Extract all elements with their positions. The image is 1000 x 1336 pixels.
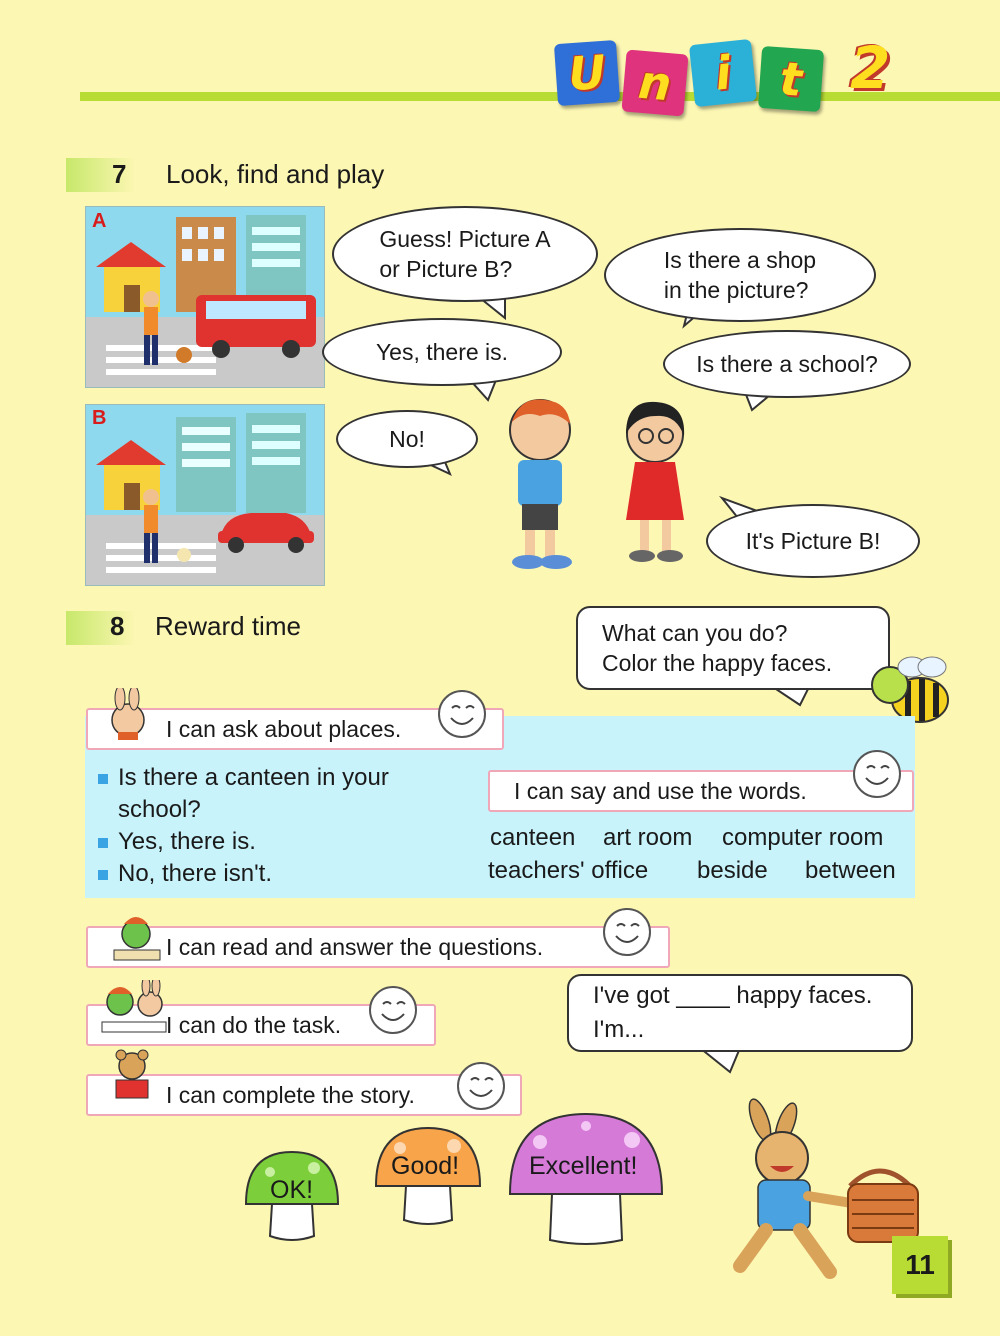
unit-letter-u: U [554,40,620,106]
got-faces-text: I've got ____ happy faces. I'm... [593,982,873,1043]
mushroom-good-label: Good! [391,1152,460,1180]
bullet-canteen-question: Is there a canteen in your school? [118,764,389,823]
no-bubble [336,410,478,468]
yes-bubble-text: Yes, there is. [375,339,509,365]
mushroom-excellent-label: Excellent! [529,1152,638,1180]
bear-reading-icon [108,1048,158,1102]
picture-a-label: A [92,210,107,232]
word-canteen: canteen [490,824,576,851]
picture-b-bubble-text: It's Picture B! [745,528,881,554]
reward-read-answer [86,926,670,968]
school-bubble [663,330,911,398]
shop-bubble [604,228,876,322]
section8-number: 8 [110,611,125,641]
word-teachers-office: teachers' office [488,857,649,884]
word-computer-room: computer room [722,824,884,851]
got-faces-bubble [567,974,913,1052]
friends-reading-icon [96,980,176,1036]
unit-letter-t: t [758,46,824,112]
mushroom-ok-label: OK! [270,1176,314,1204]
unit-letter-n: n [621,49,688,116]
smiley-read-answer[interactable] [603,908,651,956]
bullet-yes: Yes, there is. [118,828,256,855]
word-art-room: art room [603,824,693,851]
shop-bubble-text: Is there a shop in the picture? [663,247,817,303]
section8-tab [66,611,136,645]
frog-icon [106,912,166,964]
section7-title: Look, find and play [166,159,385,189]
unit-letter-i: i [689,39,757,107]
got-faces-bubble-tail [700,1048,760,1078]
bullet-list [98,762,478,890]
do-task-text: I can do the task. [166,1011,342,1038]
page-number: 11 [892,1236,948,1294]
smiley-say-words[interactable] [853,750,901,798]
bee-bubble [576,606,890,690]
say-words-text: I can say and use the words. [514,777,807,804]
unit-number: 2 [850,34,891,102]
word-between: between [805,857,896,884]
smiley-complete-story[interactable] [457,1062,505,1110]
bullet-item [98,826,478,858]
reward-say-words [488,770,914,812]
complete-story-text: I can complete the story. [166,1081,415,1108]
bullet-item [98,858,478,890]
rabbit-icon [100,688,160,740]
bee-bubble-text: What can you do? Color the happy faces. [602,620,833,676]
word-beside: beside [697,857,768,884]
picture-b-bubble [706,504,920,578]
ask-places-text: I can ask about places. [166,715,402,742]
no-bubble-text: No! [389,426,425,452]
bullet-no: No, there isn't. [118,860,272,887]
smiley-ask-places[interactable] [438,690,486,738]
school-bubble-text: Is there a school? [696,351,878,377]
guess-bubble [332,206,598,302]
children-illustration [490,390,710,580]
picture-b-label: B [92,407,107,429]
section7-number: 7 [112,159,127,189]
section8-title: Reward time [155,611,301,641]
bullet-item [98,762,478,826]
read-answer-text: I can read and answer the questions. [166,933,544,960]
guess-bubble-text: Guess! Picture A or Picture B? [379,226,551,282]
yes-bubble [322,318,562,386]
smiley-do-task[interactable] [369,986,417,1034]
